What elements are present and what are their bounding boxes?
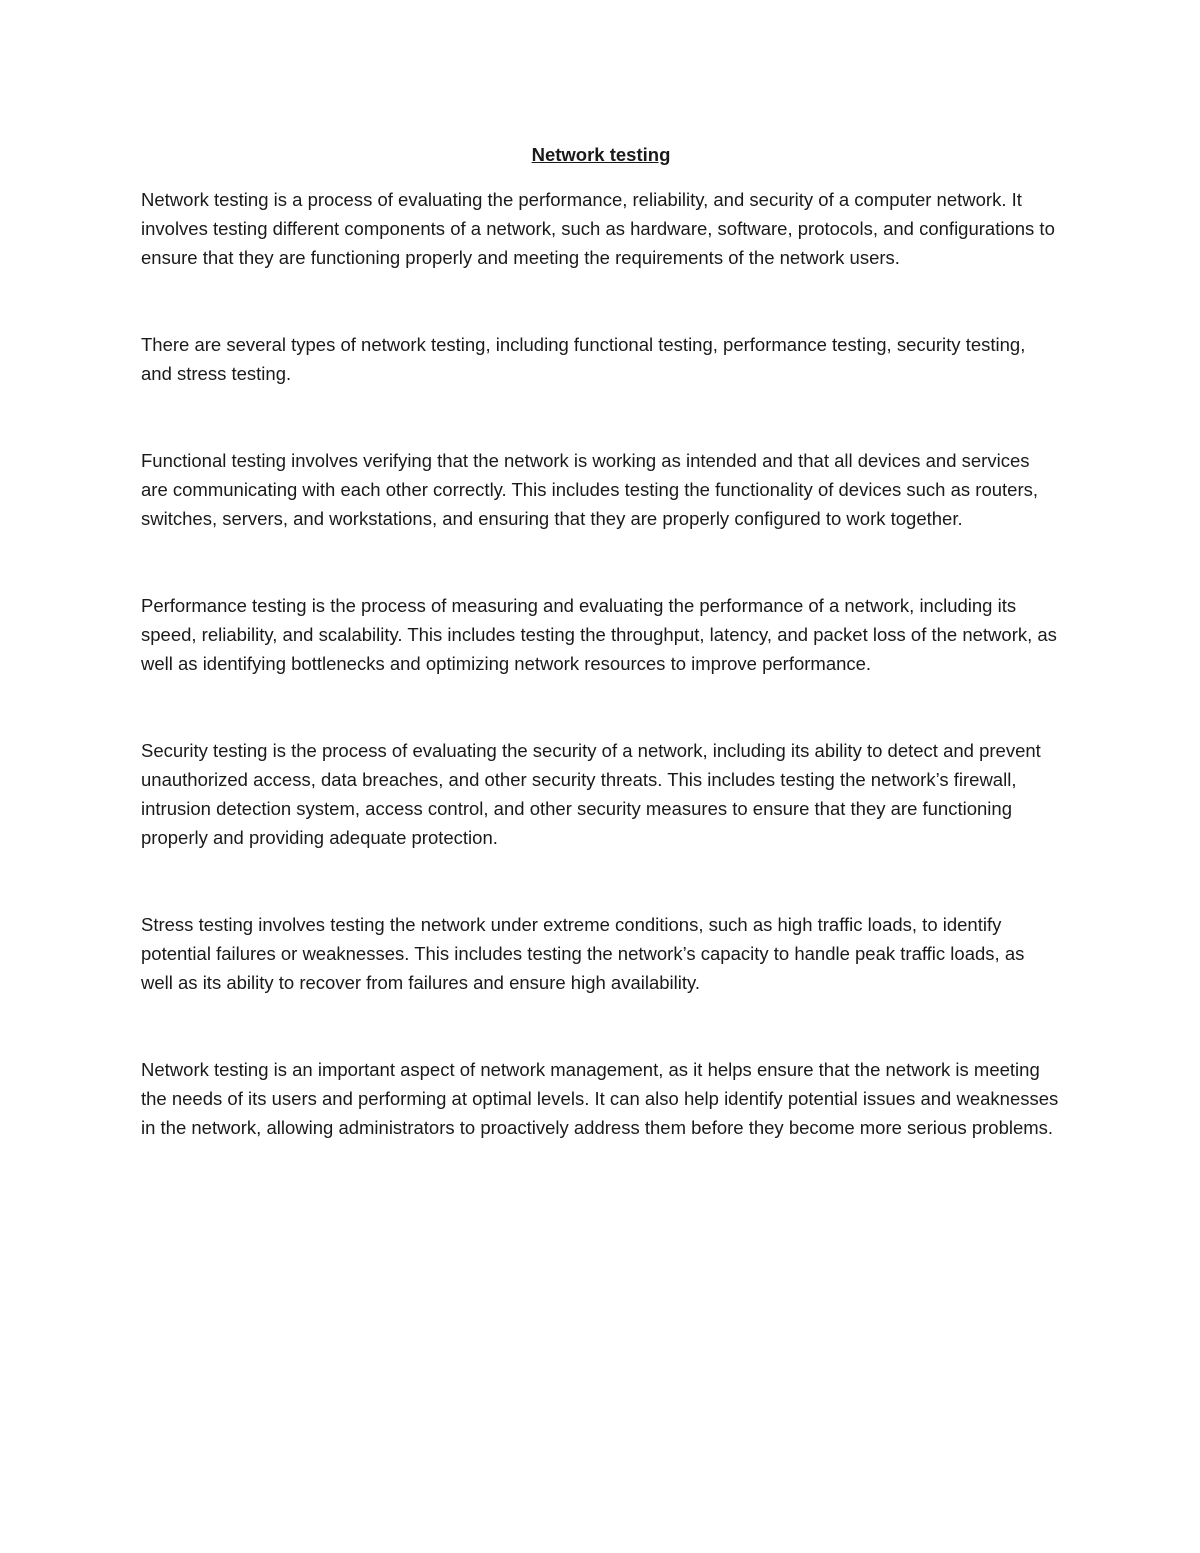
paragraph-stress-testing: Stress testing involves testing the network under extreme conditions, such as high traffic loads, to identify potential failures or weaknesses. This includes testing the network’s capacity to handle peak traffic loads, as well as its ability to recover from failures and ensure high availability. — [141, 914, 1025, 993]
paragraph-functional-testing: Functional testing involves verifying that the network is working as intended and that all devices and services are communicating with each other correctly. This includes testing the functionality of devices such as routers, switches, servers, and workstations, and ensuring that they are properly configured to work together. — [141, 450, 1038, 529]
paragraph-intro: Network testing is a process of evaluating the performance, reliability, and security of a computer network. It involves testing different components of a network, such as hardware, software, protocols, and configurations to ensure that they are functioning properly and meeting the requirements of the network users. — [141, 189, 1055, 268]
paragraph-performance-testing: Performance testing is the process of measuring and evaluating the performance of a network, including its speed, reliability, and scalability. This includes testing the throughput, latency, and packet loss of the network, as well as identifying bottlenecks and optimizing network resources to improve performance. — [141, 595, 1057, 674]
paragraph-conclusion: Network testing is an important aspect of network management, as it helps ensure that the network is meeting the needs of its users and performing at optimal levels. It can also help identify potential issues and weaknesses in the network, allowing administrators to proactively address them before they become more serious problems. — [141, 1059, 1059, 1138]
paragraph-security-testing: Security testing is the process of evaluating the security of a network, including its ability to detect and prevent unauthorized access, data breaches, and other security threats. This includes testing the network’s firewall, intrusion detection system, access control, and other security measures to ensure that they are functioning properly and providing adequate protection. — [141, 740, 1041, 848]
paragraph-types: There are several types of network testing, including functional testing, performance testing, security testing, and stress testing. — [141, 334, 1026, 384]
document-title: Network testing — [531, 144, 671, 165]
document-body — [141, 140, 1061, 1142]
